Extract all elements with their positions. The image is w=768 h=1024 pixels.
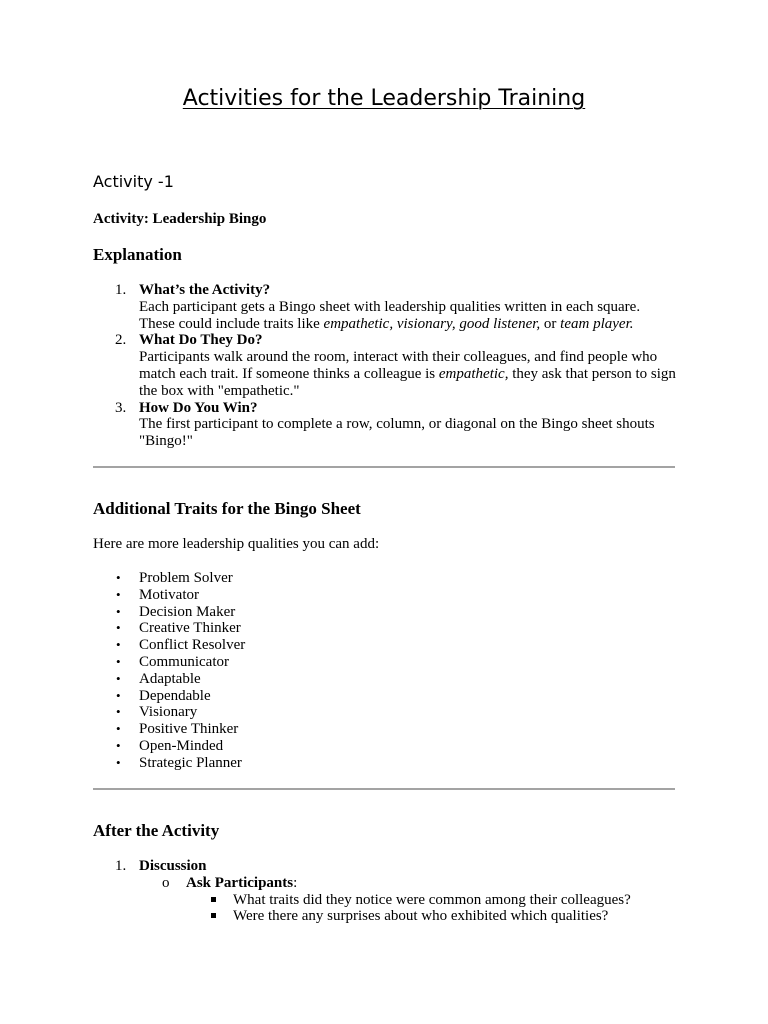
activity-name: Activity: Leadership Bingo xyxy=(93,211,267,227)
item-title: How Do You Win? xyxy=(139,399,258,416)
question-text: What traits did they notice were common among their colleagues? xyxy=(233,891,631,908)
list-item xyxy=(93,332,693,399)
sub-item-suffix: : xyxy=(293,874,298,891)
list-item xyxy=(93,282,693,332)
trait-label: Problem Solver xyxy=(139,570,233,586)
explanation-heading: Explanation xyxy=(93,245,182,264)
page-title: Activities for the Leadership Training xyxy=(182,86,586,111)
list-item xyxy=(93,620,245,637)
traits-intro: Here are more leadership qualities you can add: xyxy=(93,536,380,552)
list-item xyxy=(93,688,245,705)
square-bullet-icon xyxy=(211,897,216,902)
list-item xyxy=(93,858,693,925)
bullet-icon: • xyxy=(116,754,121,770)
list-item xyxy=(93,587,245,604)
bullet-icon: • xyxy=(116,637,121,653)
item-text-segment: Participants walk around the room, interact with their colleagues, and find people who match each trait. If someone thinks a colleague is xyxy=(139,349,658,382)
trait-label: Communicator xyxy=(139,653,229,670)
list-item xyxy=(93,654,245,671)
list-item xyxy=(93,637,245,654)
list-item xyxy=(93,738,245,755)
traits-heading: Additional Traits for the Bingo Sheet xyxy=(93,499,361,518)
trait-label: Conflict Resolver xyxy=(139,637,246,654)
item-title: Discussion xyxy=(139,858,207,874)
sub-sub-list-item xyxy=(186,908,693,925)
list-number: 1. xyxy=(115,282,127,298)
trait-label: Creative Thinker xyxy=(139,620,241,637)
bullet-icon: • xyxy=(116,620,121,636)
trait-label: Motivator xyxy=(139,586,199,603)
trait-label: Positive Thinker xyxy=(139,721,239,738)
list-item xyxy=(93,400,693,450)
item-text-italic: empathetic, xyxy=(438,365,509,382)
list-number: 1. xyxy=(115,858,127,874)
list-item xyxy=(93,604,245,621)
trait-label: Decision Maker xyxy=(139,603,236,620)
item-text-line: Each participant gets a Bingo sheet with leadership qualities written in each square. xyxy=(139,298,641,315)
after-list xyxy=(93,858,693,925)
item-text xyxy=(139,349,693,399)
bullet-icon: • xyxy=(116,721,121,737)
trait-label: Visionary xyxy=(139,704,198,721)
list-item xyxy=(93,671,245,688)
bullet-icon: • xyxy=(116,687,121,703)
list-item xyxy=(93,704,245,721)
item-title: What Do They Do? xyxy=(139,332,263,349)
bullet-icon: • xyxy=(116,603,121,619)
list-number: 3. xyxy=(115,399,127,416)
divider xyxy=(93,788,675,790)
item-text-italic: empathetic, visionary, good listener, xyxy=(323,315,541,332)
item-text-segment: These could include traits like xyxy=(139,315,324,332)
divider xyxy=(93,466,675,468)
trait-label: Open-Minded xyxy=(139,737,224,754)
trait-label: Adaptable xyxy=(139,670,201,687)
list-number: 2. xyxy=(115,332,127,349)
bullet-icon: • xyxy=(116,653,121,669)
sub-sub-list-item xyxy=(186,892,693,909)
list-item xyxy=(93,755,245,772)
bullet-icon: • xyxy=(116,570,121,585)
sub-list-item xyxy=(139,875,693,925)
sub-sub-list xyxy=(186,892,693,926)
item-text-italic: team player. xyxy=(560,315,634,332)
after-heading: After the Activity xyxy=(93,821,220,840)
trait-label: Strategic Planner xyxy=(139,754,242,771)
bullet-icon: • xyxy=(116,737,121,753)
square-bullet-icon xyxy=(211,913,216,918)
question-text: Were there any surprises about who exhibited which qualities? xyxy=(233,908,609,925)
item-title: What’s the Activity? xyxy=(139,282,271,298)
bullet-icon: • xyxy=(116,586,121,602)
list-item xyxy=(93,721,245,738)
trait-label: Dependable xyxy=(139,687,211,704)
sub-item-label: Ask Participants xyxy=(186,874,294,891)
sub-list xyxy=(139,875,693,925)
item-text xyxy=(139,299,693,333)
item-text: The first participant to complete a row, column, or diagonal on the Bingo sheet shouts "Bingo!" xyxy=(139,416,655,450)
bullet-icon: • xyxy=(116,704,121,720)
item-text-segment: they ask that person to sign the box with "empathetic." xyxy=(139,365,676,399)
item-text-segment: or xyxy=(540,315,561,332)
activity-heading: Activity -1 xyxy=(93,172,174,191)
circle-bullet-icon: o xyxy=(162,874,170,891)
traits-list xyxy=(93,570,245,772)
list-item xyxy=(93,570,245,587)
explanation-list xyxy=(93,282,693,450)
bullet-icon: • xyxy=(116,670,121,686)
